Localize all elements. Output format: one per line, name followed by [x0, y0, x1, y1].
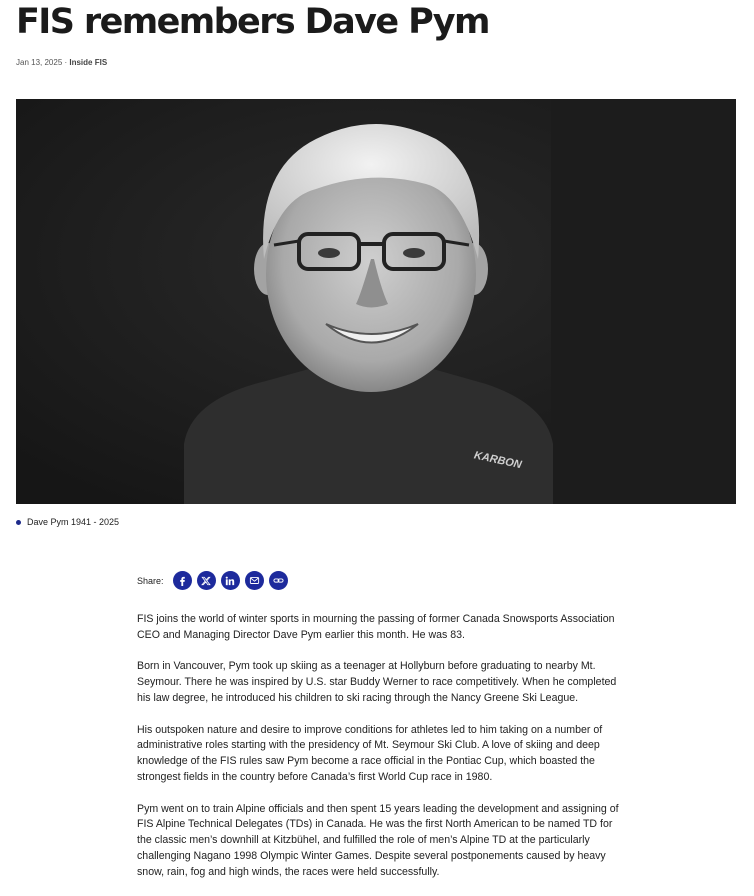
page-title: FIS remembers Dave Pym [16, 2, 489, 42]
source-link[interactable]: Inside FIS [69, 58, 108, 67]
link-icon [273, 575, 284, 586]
share-copy-link-button[interactable] [269, 571, 288, 590]
caption-text: Dave Pym 1941 - 2025 [27, 517, 120, 527]
share-email-button[interactable] [245, 571, 264, 590]
share-linkedin-button[interactable] [221, 571, 240, 590]
publish-date: Jan 13, 2025 [16, 58, 63, 67]
article-paragraph: His outspoken nature and desire to improve conditions for athletes led to him taking on a number of administrative roles starting with the presidency of Mt. Seymour Ski Club. A love of skiing and deep knowledge of the FIS rules saw Pym become a race official in the Pontiac Cup, which boasted the strongest fields in the country before Canada’s first World Cup race in 1980. [137, 723, 603, 783]
hero-image [16, 99, 736, 504]
share-bar [137, 571, 293, 590]
image-caption [16, 517, 119, 527]
shirt-logo: KARBON [472, 449, 523, 472]
share-label: Share: [137, 575, 164, 586]
share-facebook-button[interactable] [173, 571, 192, 590]
linkedin-icon [225, 576, 235, 586]
article-body [137, 612, 622, 896]
x-icon [201, 576, 211, 586]
meta-separator: · [62, 58, 70, 67]
article-paragraph: FIS joins the world of winter sports in mourning the passing of former Canada Snowsports Association CEO and Managing Director Dave Pym earlier this month. He was 83. [137, 613, 615, 641]
caption-dot [16, 520, 21, 525]
share-x-button[interactable] [197, 571, 216, 590]
portrait-photo [16, 99, 736, 504]
article-paragraph: Born in Vancouver, Pym took up skiing as a teenager at Hollyburn before graduating to nearby Mt. Seymour. There he was inspired by U.S. star Buddy Werner to race competitively. When he completed his law degree, he introduced his children to ski racing through the Nancy Greene Ski League. [137, 660, 617, 704]
email-icon [249, 575, 260, 586]
article-paragraph: Pym went on to train Alpine officials and then spent 15 years leading the development and assigning of FIS Alpine Technical Delegates (TDs) in Canada. He was the first North American to be named TD for the classic men’s downhill at Kitzbühel, and fulfilled the role of men’s Alpine TD at the particularly challenging Nagano 1998 Olympic Winter Games. Despite several postponements caused by heavy snow, rain, fog and high winds, the races were held successfully. [137, 802, 619, 878]
article-meta [16, 58, 107, 67]
facebook-icon [177, 575, 188, 586]
